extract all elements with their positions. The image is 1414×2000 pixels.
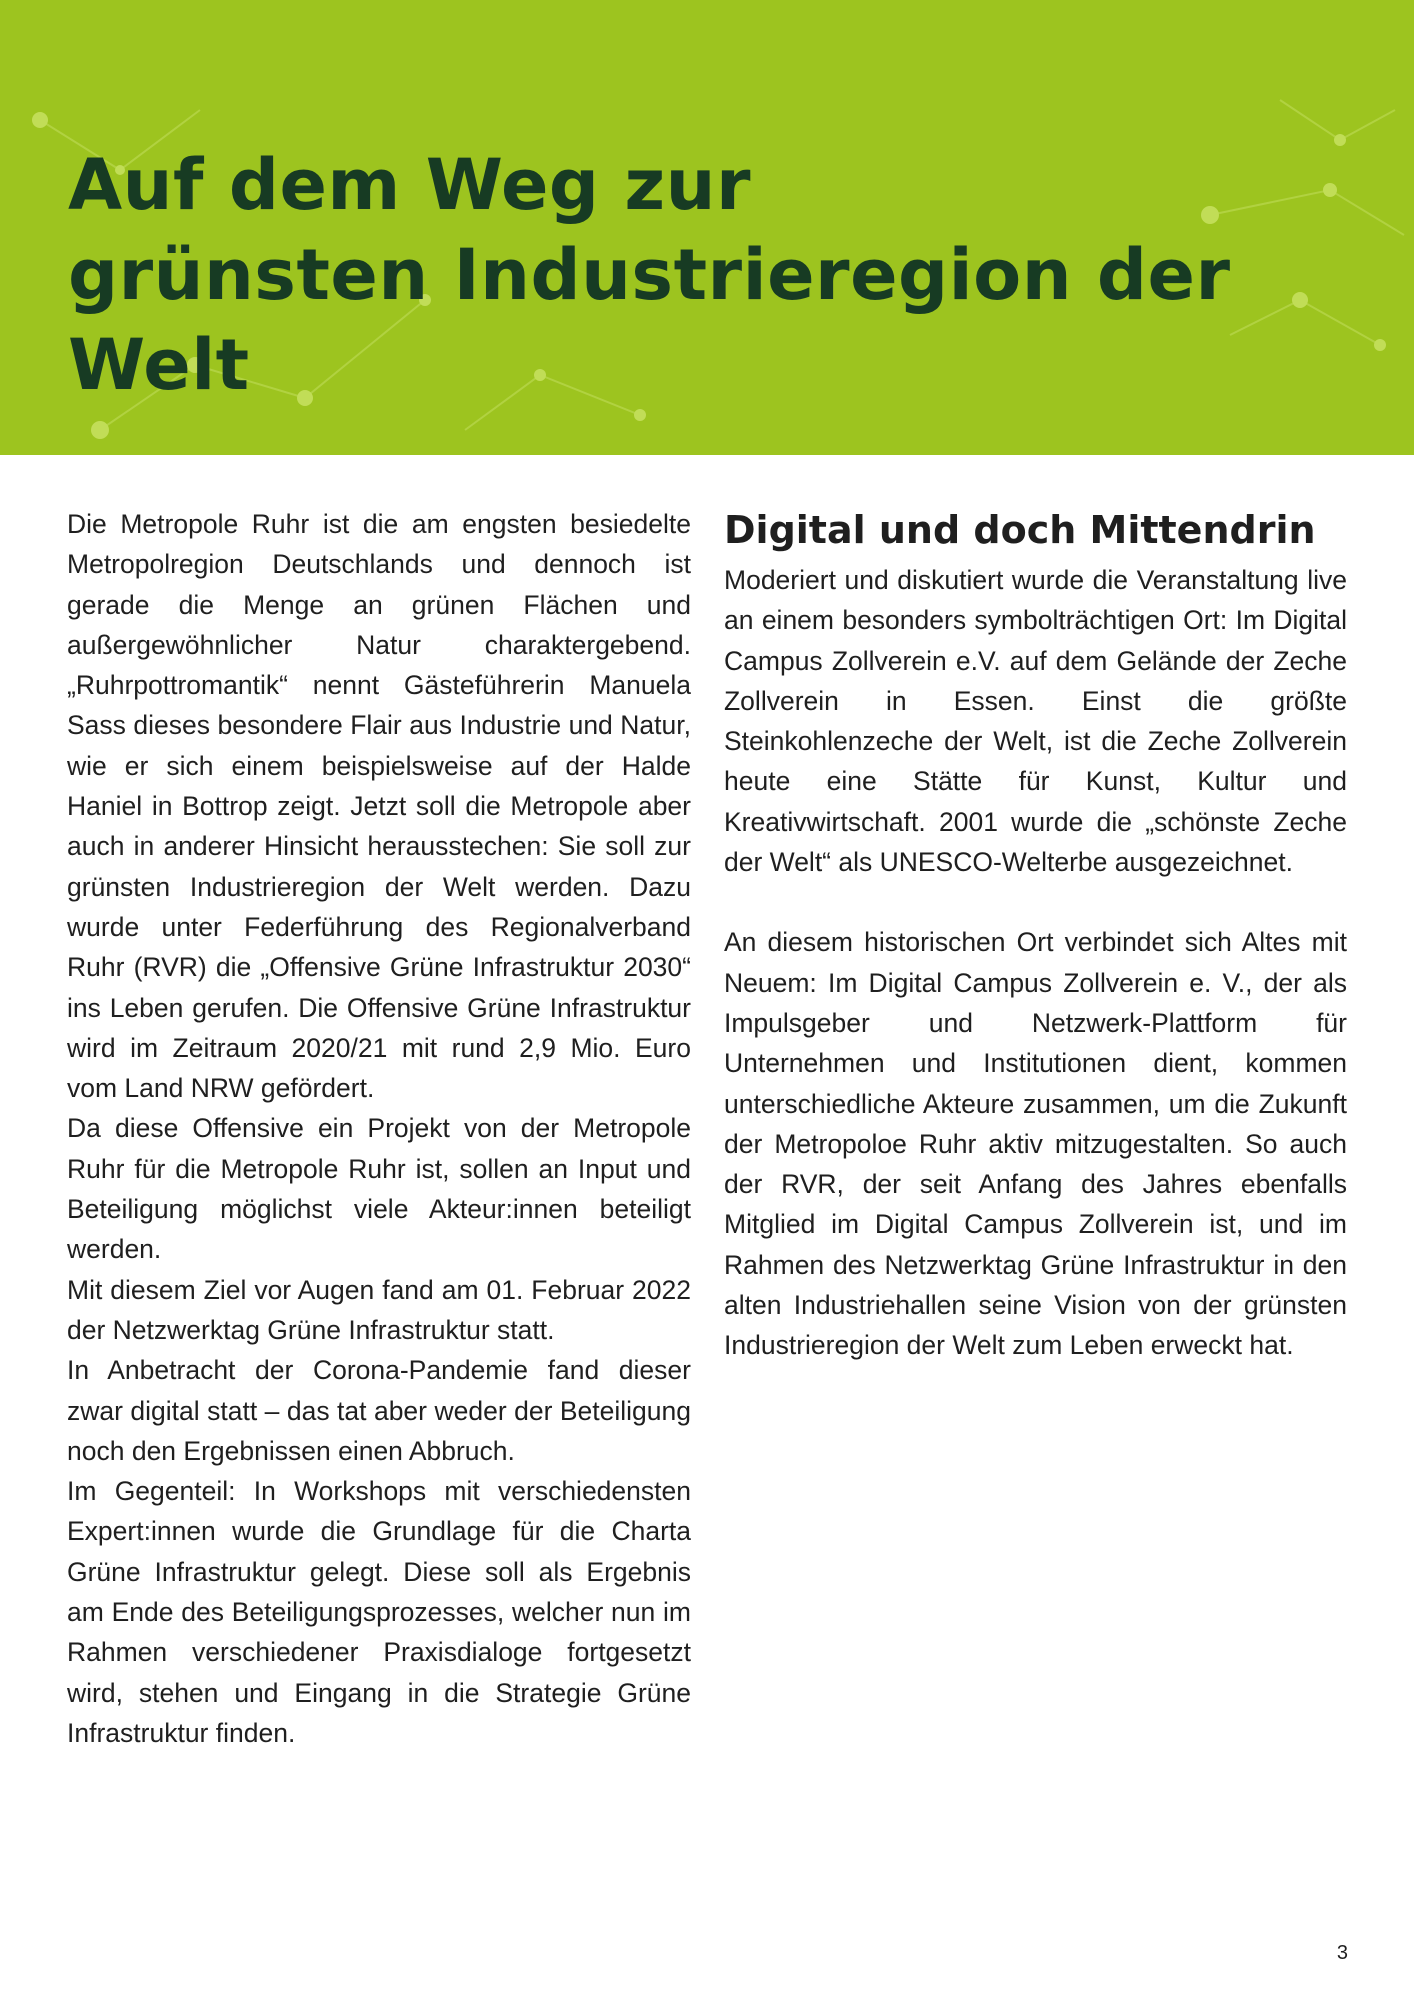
right-paragraph-1: Moderiert und diskutiert wurde die Veranstaltung live an einem besonders symbolträchtigen Ort: Im Digital Campus Zollverein e.V. auf dem Gelände der Zeche Zollverein in Essen. Einst die größte Steinkohlenzeche der Welt, ist die Zeche Zollverein heute eine Stätte für Kunst, Kultur und Kreativwirtschaft. 2001 wurde die „schönste Zeche der Welt“ als UNESCO-Welterbe ausgezeichnet. <box>724 565 1347 878</box>
header-banner <box>0 0 1414 455</box>
left-paragraph-1: Die Metropole Ruhr ist die am engsten besiedelte Metropolregion Deutschlands und dennoch ist gerade die Menge an grünen Flächen und außergewöhnlicher Natur charaktergebend. „Ruhrpottromantik“ nennt Gästeführerin Manuela Sass dieses besondere Flair aus Industrie und Natur, wie er sich einem beispielsweise auf der Halde Haniel in Bottrop zeigt. Jetzt soll die Metropole aber auch in anderer Hinsicht herausstechen: Sie soll zur grünsten Industrieregion der Welt werden. Dazu wurde unter Federführung des Regionalverband Ruhr (RVR) die „Offensive Grüne Infrastruktur 2030“ ins Leben gerufen. Die Offensive Grüne Infrastruktur wird im Zeitraum 2020/21 mit rund 2,9 Mio. Euro vom Land NRW gefördert. <box>67 509 691 1104</box>
page-title-line-1: Auf dem Weg zur <box>68 144 751 226</box>
left-column <box>67 504 691 1753</box>
left-paragraph-5: Im Gegenteil: In Workshops mit verschiedensten Expert:innen wurde die Grundlage für die Charta Grüne Infrastruktur gelegt. Diese soll als Ergebnis am Ende des Beteiligungsprozesses, welcher nun im Rahmen verschiedener Praxisdialoge fortgesetzt wird, stehen und Eingang in die Strategie Grüne Infrastruktur finden. <box>67 1476 691 1748</box>
right-paragraph-2: An diesem historischen Ort verbindet sich Altes mit Neuem: Im Digital Campus Zollverein e. V., der als Impulsgeber und Netzwerk-Plattform für Unternehmen und Institutionen dient, kommen unterschiedliche Akteure zusammen, um die Zukunft der Metropoloe Ruhr aktiv mitzugestalten. So auch der RVR, der seit Anfang des Jahres ebenfalls Mitglied im Digital Campus Zollverein ist, und im Rahmen des Netzwerktag Grüne Infrastruktur in den alten Industriehallen seine Vision von der grünsten Industrieregion der Welt zum Leben erweckt hat. <box>724 927 1347 1361</box>
section-heading: Digital und doch Mittendrin <box>724 508 1316 552</box>
page-number: 3 <box>1336 1942 1348 1964</box>
right-column <box>724 504 1347 1366</box>
page-title <box>68 140 1414 410</box>
left-paragraph-4: In Anbetracht der Corona-Pandemie fand dieser zwar digital statt – das tat aber weder der Beteiligung noch den Ergebnissen einen Abbruch. <box>67 1355 691 1466</box>
page-title-line-2: grünsten Industrieregion der Welt <box>68 234 1231 406</box>
left-paragraph-2: Da diese Offensive ein Projekt von der Metropole Ruhr für die Metropole Ruhr ist, sollen an Input und Beteiligung möglichst viele Akteur:innen beteiligt werden. <box>67 1113 691 1265</box>
left-paragraph-3: Mit diesem Ziel vor Augen fand am 01. Februar 2022 der Netzwerktag Grüne Infrastruktur statt. <box>67 1274 691 1345</box>
